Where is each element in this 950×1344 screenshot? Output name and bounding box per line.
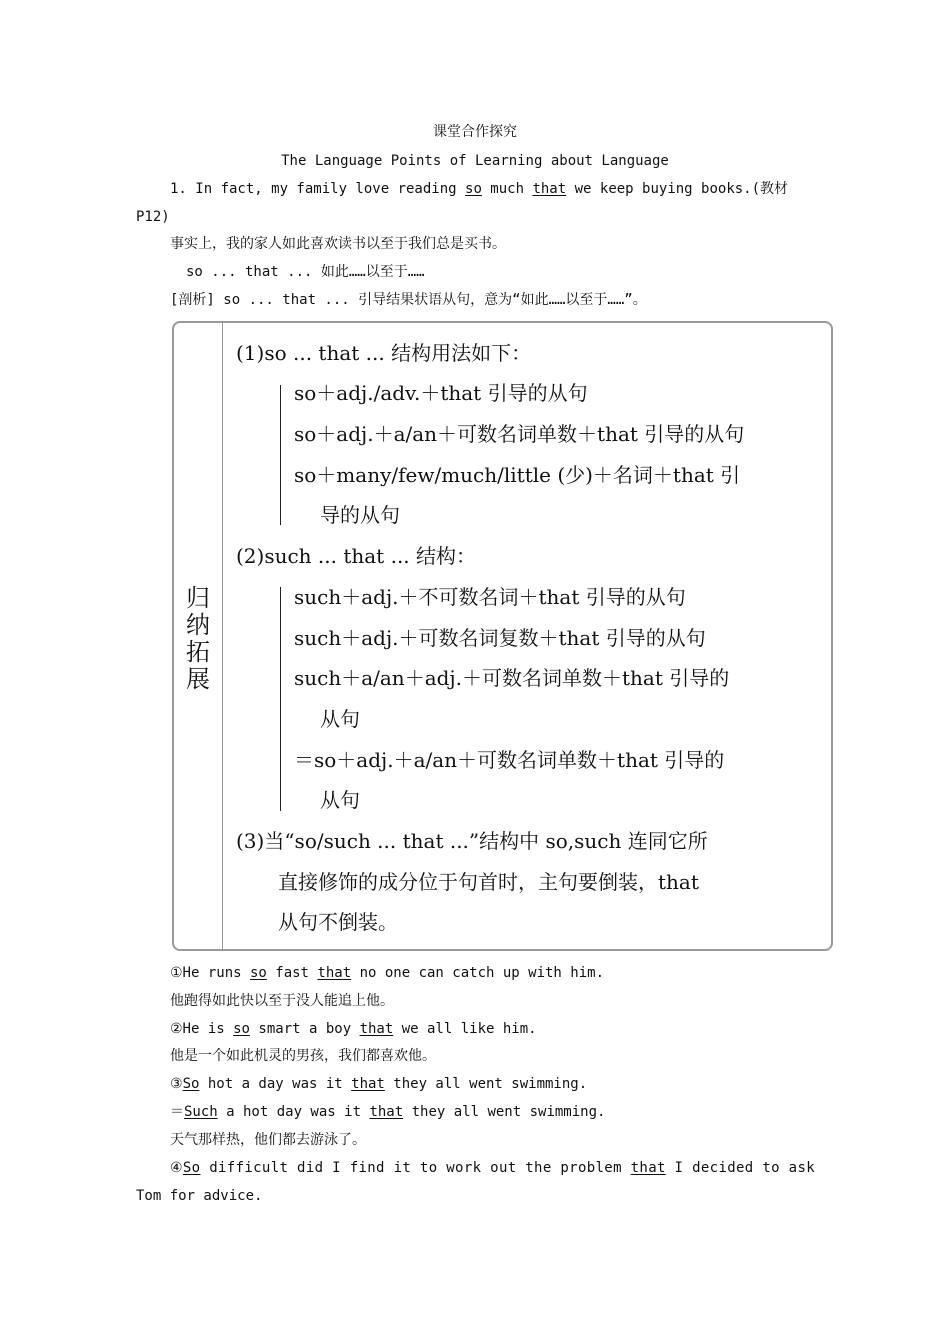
s2-item: such＋adj.＋不可数名词＋that 引导的从句 [294, 585, 686, 609]
s2-title: (2)such ... that ... 结构： [236, 544, 477, 568]
point1-structure: so ... that ... 如此……以至于…… [186, 264, 425, 280]
s3-line: 从句不倒装。 [278, 910, 398, 934]
s2-item: 从句 [320, 707, 360, 731]
section-title: 课堂合作探究 [433, 124, 517, 140]
section-subtitle: The Language Points of Learning about Language [281, 153, 669, 169]
point1-analysis: [剖析] so ... that ... 引导结果状语从句，意为“如此……以至于……”。 [170, 292, 647, 308]
s2-item: ＝so＋adj.＋a/an＋可数名词单数＋that 引导的 [294, 748, 725, 772]
s2-item: 从句 [320, 788, 360, 812]
example-3-alternative: ＝Such a hot day was it that they all went swimming. [170, 1104, 606, 1120]
s1-item: so＋adj.＋a/an＋可数名词单数＋that 引导的从句 [294, 422, 745, 446]
example-2: ②He is so smart a boy that we all like him. [170, 1021, 537, 1037]
point1-translation: 事实上，我的家人如此喜欢读书以至于我们总是买书。 [170, 236, 506, 252]
side-char: 纳 [186, 611, 210, 639]
summary-box [172, 321, 833, 951]
side-char: 拓 [186, 638, 210, 666]
s2-item: such＋adj.＋可数名词复数＋that 引导的从句 [294, 626, 706, 650]
summary-side-column [174, 323, 223, 949]
s1-item: 导的从句 [320, 503, 400, 527]
s3-line: 直接修饰的成分位于句首时，主句要倒装，that [278, 870, 699, 894]
s1-item: so＋adj./adv.＋that 引导的从句 [294, 381, 588, 405]
example-1: ①He runs so fast that no one can catch up with him. [170, 965, 605, 981]
s1-item: so＋many/few/much/little (少)＋名词＋that 引 [294, 463, 741, 487]
point1-sentence: 1. In fact, my family love reading so much that we keep buying books.(教材 [170, 181, 789, 197]
s2-item: such＋a/an＋adj.＋可数名词单数＋that 引导的 [294, 666, 730, 690]
example-3-translation: 天气那样热，他们都去游泳了。 [170, 1132, 366, 1148]
example-2-translation: 他是一个如此机灵的男孩，我们都喜欢他。 [170, 1048, 436, 1064]
side-char: 展 [186, 665, 210, 693]
s1-title: (1)so ... that ... 结构用法如下： [236, 341, 532, 365]
example-4: ④So difficult did I find it to work out the problem that I decided to ask [170, 1160, 816, 1176]
summary-side-label [180, 585, 216, 693]
example-1-translation: 他跑得如此快以至于没人能追上他。 [170, 993, 394, 1009]
s1-brace [280, 385, 287, 525]
example-3: ③So hot a day was it that they all went swimming. [170, 1076, 588, 1092]
example-4-continued: Tom for advice. [136, 1188, 263, 1204]
point1-source: P12) [136, 209, 170, 225]
s3-line: (3)当“so/such ... that ...”结构中 so,such 连同它所 [236, 829, 708, 853]
s2-brace [280, 587, 287, 811]
side-char: 归 [186, 584, 210, 612]
